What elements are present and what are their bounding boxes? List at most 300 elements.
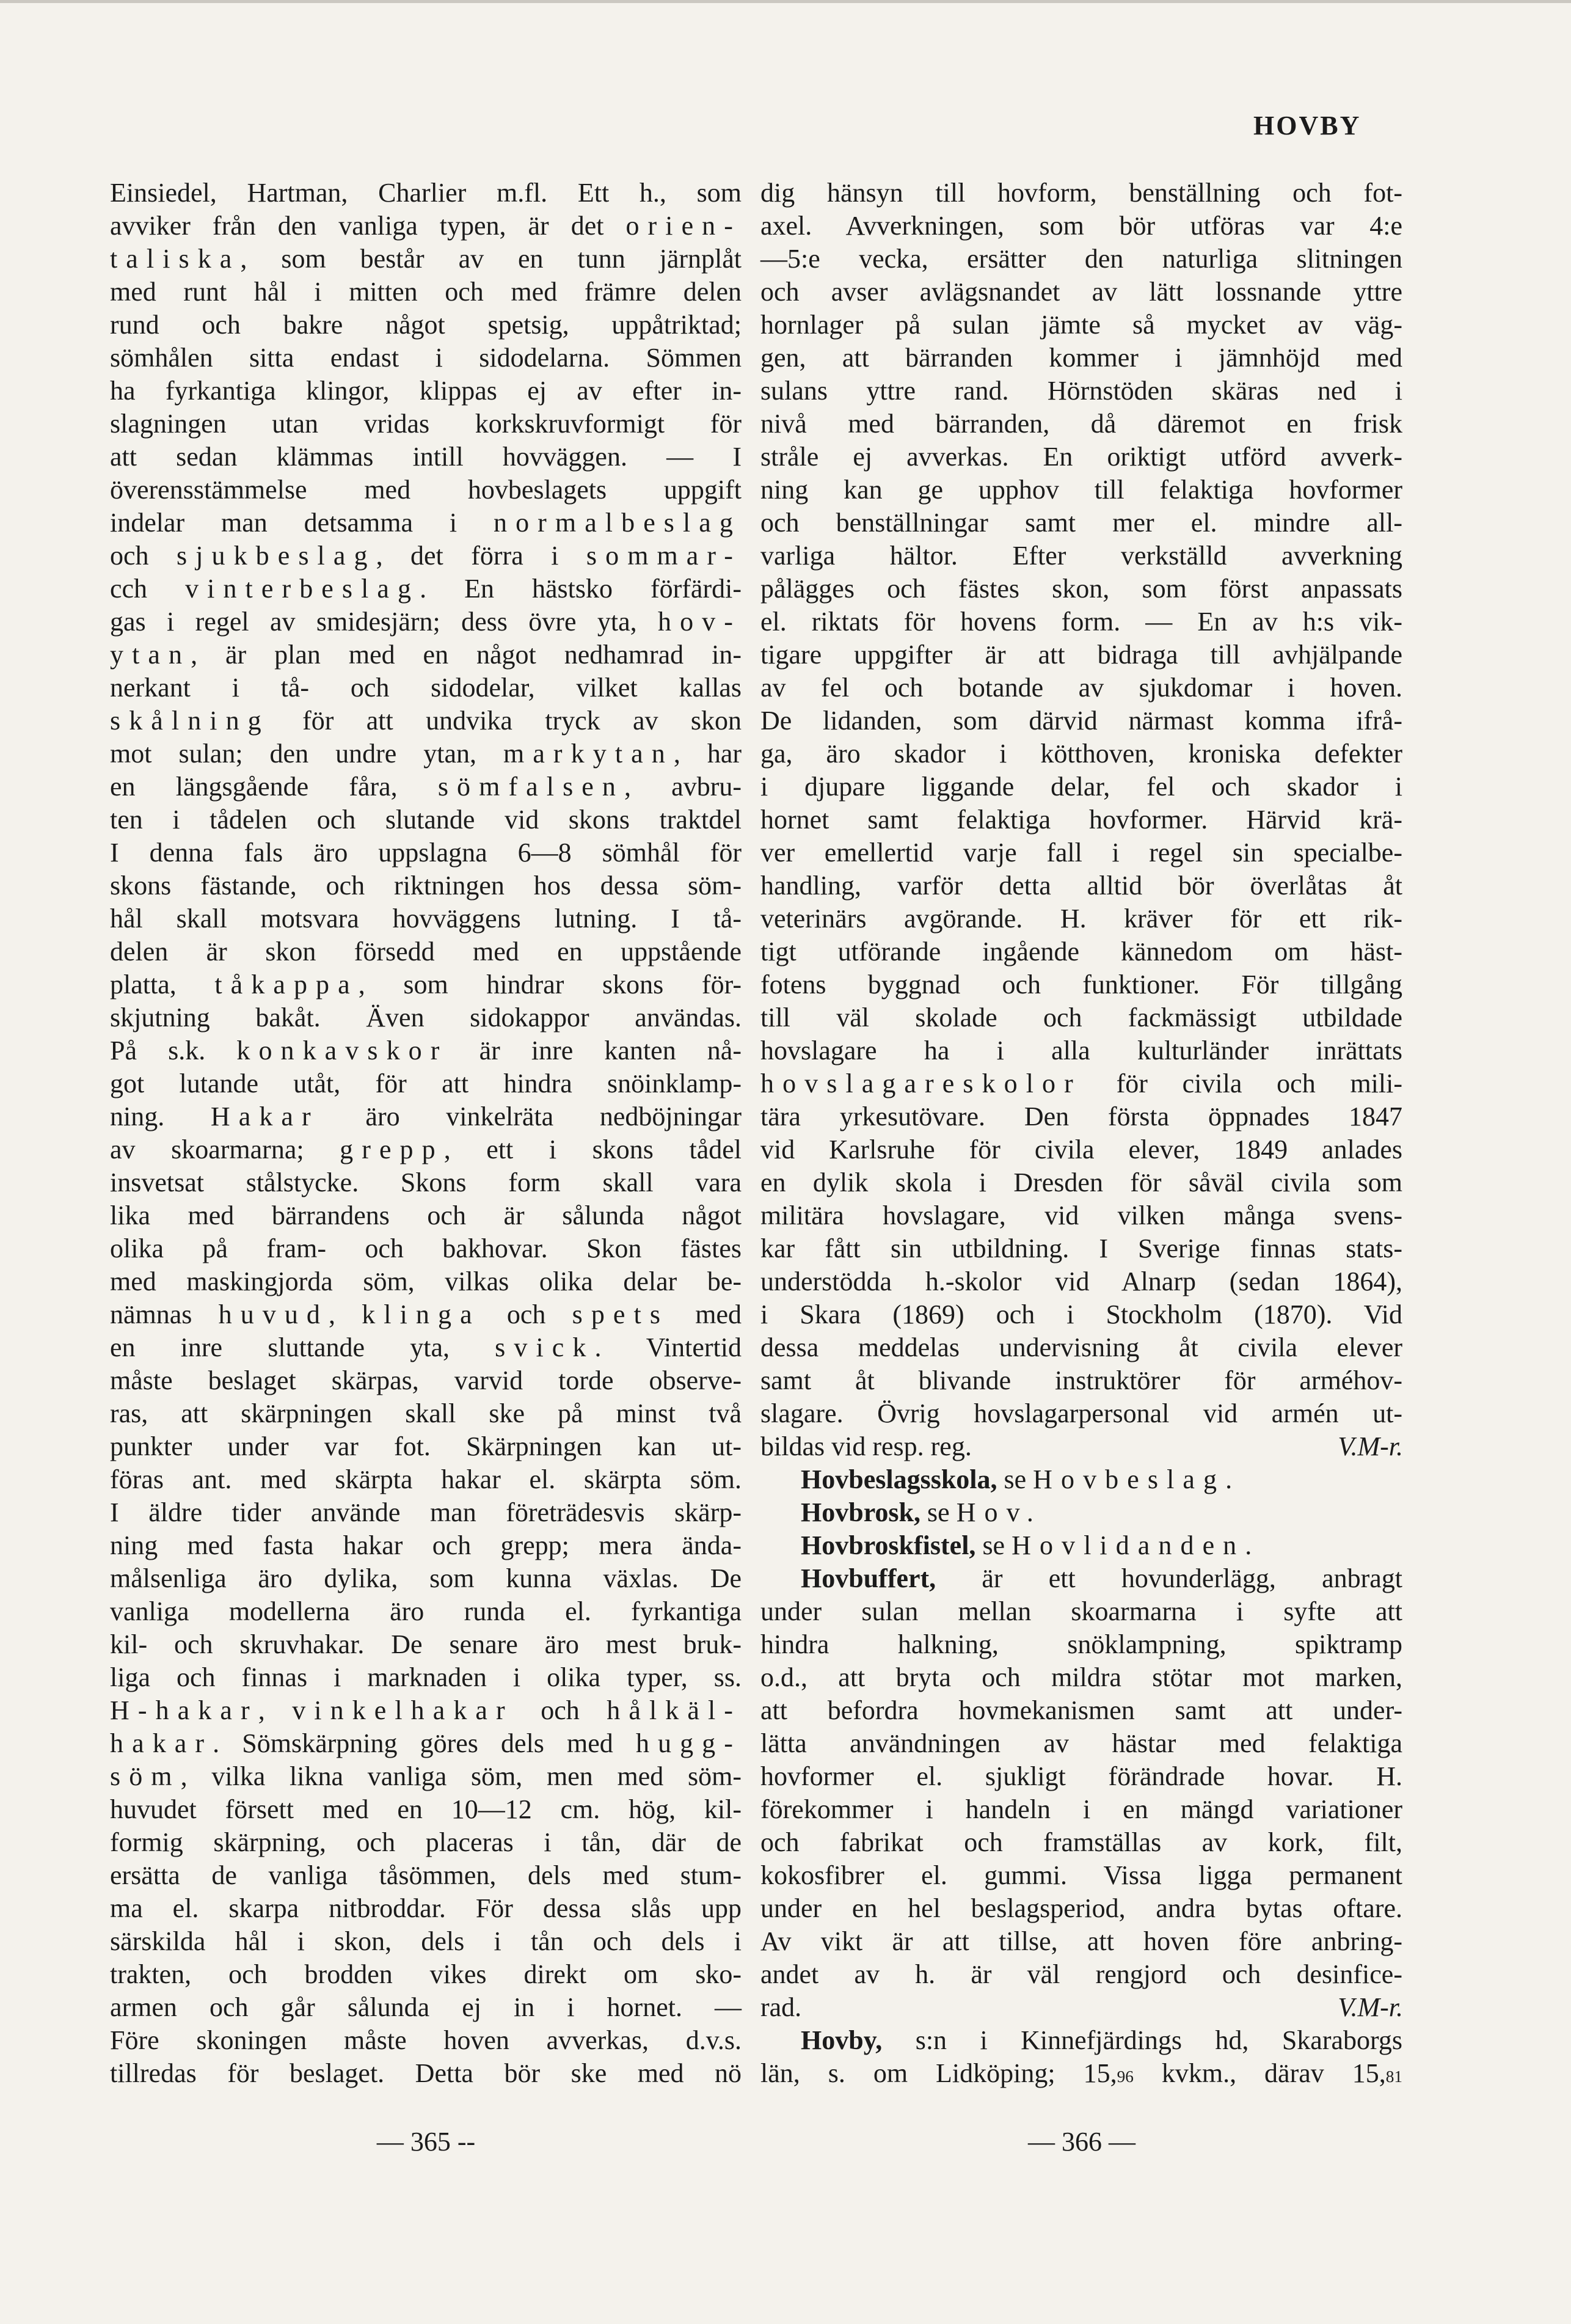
text-line (110, 1628, 742, 1661)
line-text (760, 1397, 1402, 1430)
text-line (110, 539, 742, 572)
text-line (110, 309, 742, 342)
text-line (110, 1331, 742, 1364)
text-run: , (258, 1695, 293, 1725)
text-line (110, 572, 742, 605)
author-signature: V.M-r. (1338, 1431, 1403, 1461)
text-line (760, 1430, 1403, 1463)
text-run: ma el. skarpa nitbroddar. För dessa slås upp (110, 1893, 742, 1923)
text-line (760, 1496, 1403, 1529)
line-text (760, 440, 1402, 473)
line-text (760, 2057, 1402, 2093)
line-text (110, 1562, 742, 1595)
text-line (760, 539, 1403, 572)
line-text (110, 1166, 742, 1199)
line-text (110, 1034, 742, 1067)
line-text (801, 1496, 1042, 1529)
text-run: tigare uppgifter är att bidraga till avhjälpande (760, 640, 1402, 670)
spaced-term: huvud (218, 1299, 329, 1329)
line-text (110, 1859, 742, 1892)
text-run: tillredas för beslaget. Detta bör ske med nö (110, 2058, 742, 2088)
line-text (110, 1100, 742, 1133)
line-text (760, 309, 1402, 342)
text-line (110, 770, 742, 803)
text-run: och fabrikat och framställas av kork, filt, (760, 1827, 1402, 1857)
text-run: nivå med bärranden, då däremot en frisk (760, 409, 1402, 439)
text-run: hindra halkning, snöklampning, spiktramp (760, 1629, 1402, 1659)
text-run: slagningen utan vridas korkskruvformigt för (110, 409, 742, 439)
text-run: och benställningar samt mer el. mindre all- (760, 508, 1402, 538)
spaced-term: skålning (110, 706, 270, 736)
text-run: stråle ej avverkas. En oriktigt utförd avverk- (760, 442, 1402, 472)
text-line (110, 1529, 742, 1562)
page-number-right: — 366 — (1028, 2127, 1135, 2157)
text-run: under en hel beslagsperiod, andra bytas oftare. (760, 1893, 1402, 1923)
text-run: delen är skon försedd med en uppstående (110, 937, 742, 967)
spaced-term: H-hakar (110, 1695, 258, 1725)
text-line (760, 342, 1403, 375)
text-run: att befordra hovmekanismen samt att under- (760, 1695, 1402, 1725)
text-run: I denna fals äro uppslagna 6—8 sömhål för (110, 838, 742, 868)
text-line (110, 243, 742, 276)
text-run: , har (673, 739, 742, 769)
text-run: lika med bärrandens och är sålunda något (110, 1200, 742, 1230)
spaced-term: taliska (110, 244, 241, 274)
text-line (760, 1760, 1403, 1793)
text-line (760, 1991, 1403, 2024)
line-text (110, 1628, 742, 1661)
line-text (760, 1001, 1402, 1034)
line-text (110, 243, 742, 276)
line-text (110, 1925, 742, 1958)
text-run: och (513, 1695, 607, 1725)
line-text (760, 1760, 1402, 1793)
text-run: tära yrkesutövare. Den första öppnades 1847 (760, 1102, 1402, 1131)
text-run: ver emellertid varje fall i regel sin specialbe- (760, 838, 1402, 868)
text-run: indelar man detsamma i (110, 508, 494, 538)
bold-headword: Hovbrosk, (801, 1497, 921, 1527)
text-run: kokosfibrer el. gummi. Vissa ligga permanent (760, 1860, 1402, 1890)
text-line (110, 1133, 742, 1166)
line-text (760, 1430, 972, 1463)
text-line (110, 935, 742, 968)
text-run: och (110, 541, 177, 571)
line-text (760, 770, 1402, 803)
line-text (110, 1727, 742, 1760)
spaced-term: tåkappa (214, 970, 359, 999)
running-head: HOVBY (1253, 111, 1361, 141)
text-line (110, 1661, 742, 1694)
text-run: dig hänsyn till hovform, benställning och fot- (760, 178, 1402, 208)
line-text (110, 1199, 742, 1232)
text-line (110, 1727, 742, 1760)
text-run: dessa meddelas undervisning åt civila elever (760, 1332, 1402, 1362)
text-line (760, 440, 1403, 473)
line-text (760, 1067, 1402, 1100)
text-run: understödda h.-skolor vid Alnarp (sedan 1864), (760, 1266, 1402, 1296)
text-run: got lutande utåt, för att hindra snöinklamp- (110, 1069, 742, 1098)
text-run: tigt utförande ingående kännedom om häst- (760, 937, 1402, 967)
spaced-term: Hovlidanden. (1011, 1530, 1261, 1560)
text-line (760, 177, 1403, 210)
text-run: mot sulan; den undre ytan, (110, 739, 504, 769)
line-text (760, 243, 1402, 276)
line-text (110, 968, 742, 1001)
spaced-term: svick (495, 1332, 595, 1362)
line-text (110, 309, 742, 342)
text-run: trakten, och brodden vikes direkt om sko- (110, 1959, 742, 1989)
text-run: i djupare liggande delar, fel och skador i (760, 772, 1402, 802)
text-run: cch (110, 574, 186, 604)
line-text (801, 1463, 1241, 1496)
text-line (110, 1793, 742, 1826)
text-line (760, 1463, 1403, 1496)
text-run: samt åt blivande instruktörer för arméhov- (760, 1365, 1402, 1395)
line-text (110, 836, 742, 869)
text-run: militära hovslagare, vid vilken många svens- (760, 1200, 1402, 1230)
spaced-term: grepp (340, 1135, 444, 1164)
text-line (110, 177, 742, 210)
text-line (760, 1067, 1403, 1100)
text-run: lätta användningen av hästar med felaktiga (760, 1728, 1402, 1758)
bold-headword: Hovby, (801, 2025, 883, 2055)
text-line (760, 1232, 1403, 1265)
spaced-term: konkavskor (236, 1036, 448, 1065)
spaced-term: hålkäl- (607, 1695, 742, 1725)
line-text (110, 605, 742, 638)
line-text (760, 342, 1402, 375)
text-line (760, 968, 1403, 1001)
line-text (760, 1133, 1402, 1166)
spaced-term: Hov. (956, 1497, 1042, 1527)
text-line (110, 836, 742, 869)
text-run: äro vinkelräta nedböjningar (319, 1102, 742, 1131)
text-line (110, 1595, 742, 1628)
line-text (760, 1265, 1402, 1298)
line-text (110, 1463, 742, 1496)
text-line (110, 1496, 742, 1529)
line-text (760, 276, 1402, 309)
line-text (760, 572, 1402, 605)
text-line (760, 671, 1403, 704)
text-line (760, 1727, 1403, 1760)
text-line (110, 605, 742, 638)
text-run: På s.k. (110, 1036, 237, 1065)
line-text (110, 1298, 742, 1331)
bold-headword: Hovbeslagsskola, (801, 1464, 997, 1494)
text-line (110, 210, 742, 243)
text-line (760, 1661, 1403, 1694)
text-run: att sedan klämmas intill hovväggen. — I (110, 442, 742, 472)
text-run: vid Karlsruhe för civila elever, 1849 anlades (760, 1135, 1402, 1164)
spaced-term: vinkelhakar (292, 1695, 514, 1725)
text-run: ning kan ge upphov till felaktiga hovformer (760, 475, 1402, 505)
text-line (760, 243, 1403, 276)
text-line (110, 440, 742, 473)
text-run: platta, (110, 970, 215, 999)
line-text (110, 473, 742, 506)
line-text (110, 2057, 742, 2090)
text-line (110, 1298, 742, 1331)
text-run: insvetsat stålstycke. Skons form skall vara (110, 1167, 742, 1197)
text-run: hovslagare ha i alla kulturländer inrättats (760, 1036, 1402, 1065)
line-text (760, 671, 1402, 704)
text-run: hornlager på sulan jämte så mycket av väg- (760, 310, 1402, 340)
text-run: med maskingjorda söm, vilkas olika delar be- (110, 1266, 742, 1296)
line-text (110, 902, 742, 935)
text-run: gen, att bärranden kommer i jämnhöjd med (760, 343, 1402, 373)
text-line (110, 1694, 742, 1727)
text-line (110, 1958, 742, 1991)
text-line (760, 1199, 1403, 1232)
line-text (110, 1529, 742, 1562)
line-text (760, 539, 1402, 572)
text-run: bildas vid resp. reg. (760, 1431, 972, 1461)
text-line (110, 1067, 742, 1100)
text-line (110, 869, 742, 902)
line-text (110, 1958, 742, 1991)
line-text (110, 1793, 742, 1826)
text-line (110, 2024, 742, 2057)
text-run: ras, att skärpningen skall ske på minst två (110, 1398, 742, 1428)
text-line (110, 506, 742, 539)
spaced-term: Hakar (210, 1102, 319, 1131)
line-text (760, 1100, 1402, 1133)
line-text (110, 1892, 742, 1925)
text-line (110, 1859, 742, 1892)
text-run: med (669, 1299, 742, 1329)
line-text (760, 506, 1402, 539)
line-text (110, 737, 742, 770)
line-text (760, 1991, 801, 2024)
text-run: olika på fram- och bakhovar. Skon fästes (110, 1233, 742, 1263)
text-run: se (975, 1530, 1012, 1560)
line-text (110, 572, 742, 605)
text-line (760, 2024, 1403, 2057)
text-line (760, 836, 1403, 869)
text-line (760, 1100, 1403, 1133)
text-run: nämnas (110, 1299, 219, 1329)
text-line (110, 1034, 742, 1067)
spaced-term: hov- (658, 607, 742, 637)
text-run: fotens byggnad och funktioner. För tillgång (760, 970, 1402, 999)
line-text (760, 1661, 1402, 1694)
text-run: är inre kanten nå- (448, 1036, 742, 1065)
text-run: hål skall motsvara hovväggens lutning. I tå- (110, 904, 742, 934)
text-line (760, 210, 1403, 243)
line-text (760, 407, 1402, 440)
text-line (110, 968, 742, 1001)
text-run: veterinärs avgörande. H. kräver för ett rik- (760, 904, 1402, 934)
line-text (110, 1364, 742, 1397)
text-line (760, 1166, 1403, 1199)
line-text (760, 1232, 1402, 1265)
text-line (760, 1595, 1403, 1628)
text-line (760, 1529, 1403, 1562)
line-text (110, 638, 742, 671)
text-run: pålägges och fästes skon, som först anpassats (760, 574, 1402, 604)
text-line (760, 638, 1403, 671)
text-line (110, 1925, 742, 1958)
text-run: och (480, 1299, 572, 1329)
text-line (760, 1133, 1403, 1166)
text-run: , som består av en tunn järnplåt (240, 244, 742, 274)
text-run: , (329, 1299, 362, 1329)
text-line (760, 407, 1403, 440)
line-text (110, 506, 742, 539)
line-text (110, 1826, 742, 1859)
text-line (760, 473, 1403, 506)
text-line (760, 1001, 1403, 1034)
line-text (110, 177, 742, 210)
line-text (110, 1331, 742, 1364)
text-line (110, 1001, 742, 1034)
line-text (760, 375, 1402, 407)
text-run: andet av h. är väl rengjord och desinfice- (760, 1959, 1402, 1989)
text-run: huvudet försett med en 10—12 cm. hög, kil- (110, 1794, 742, 1824)
text-run: . En hästsko förfärdi- (420, 574, 742, 604)
text-line (110, 1232, 742, 1265)
line-text (760, 1925, 1402, 1958)
text-run: Före skoningen måste hoven avverkas, d.v.s. (110, 2025, 742, 2055)
text-run: axel. Avverkningen, som bör utföras var 4:e (760, 211, 1402, 241)
line-text (110, 803, 742, 836)
line-text (110, 869, 742, 902)
line-text (801, 1529, 1260, 1562)
text-run: en längsgående fåra, (110, 772, 438, 802)
text-line (110, 1430, 742, 1463)
text-line (760, 605, 1403, 638)
text-line (760, 309, 1403, 342)
text-run: förekommer i handeln i en mängd variationer (760, 1794, 1402, 1824)
text-run: ersätta de vanliga tåsömmen, dels med stum- (110, 1860, 742, 1890)
line-text (760, 1166, 1402, 1199)
text-run: handling, varför detta alltid bör överlåtas åt (760, 871, 1402, 901)
line-text (760, 1826, 1402, 1859)
text-line (110, 638, 742, 671)
text-line (110, 1364, 742, 1397)
author-signature: V.M-r. (1338, 1992, 1403, 2022)
left-column (110, 177, 742, 2090)
text-run: under sulan mellan skoarmarna i syfte att (760, 1596, 1402, 1626)
text-line (760, 1265, 1403, 1298)
text-run: överensstämmelse med hovbeslagets uppgift (110, 475, 742, 505)
small-digits: 81 (1385, 2067, 1403, 2086)
text-run: i Skara (1869) och i Stockholm (1870). Vid (760, 1299, 1402, 1329)
text-run: för att undvika tryck av skon (269, 706, 742, 736)
line-text (760, 935, 1402, 968)
text-run: särskilda hål i skon, dels i tån och dels i (110, 1926, 742, 1956)
text-run: I äldre tider använde man företrädesvis skärp- (110, 1497, 742, 1527)
spaced-term: hovslagareskolor (760, 1069, 1082, 1098)
text-run: kvkm., därav 15, (1133, 2058, 1386, 2088)
text-line (760, 1397, 1403, 1430)
line-text (110, 210, 742, 243)
line-text (801, 1562, 1402, 1595)
text-run: . Sömskärpning göres dels med (213, 1728, 636, 1758)
text-run: och avser avlägsnandet av lätt lossnande yttre (760, 277, 1402, 307)
line-text (760, 836, 1402, 869)
text-run: . Vintertid (594, 1332, 742, 1362)
spaced-term: markytan (503, 739, 674, 769)
text-run: ning. (110, 1102, 211, 1131)
text-line (760, 1364, 1403, 1397)
small-digits: 96 (1117, 2067, 1134, 2086)
line-text (760, 1331, 1402, 1364)
text-line (110, 737, 742, 770)
line-text (110, 1430, 742, 1463)
line-text (760, 902, 1402, 935)
spaced-term: ytan (110, 640, 191, 670)
text-line (110, 671, 742, 704)
text-line (760, 375, 1403, 407)
line-text (110, 440, 742, 473)
right-column (760, 177, 1403, 2090)
line-text (110, 342, 742, 375)
text-run: kil- och skruvhakar. De senare äro mest bruk- (110, 1629, 742, 1659)
text-line (110, 1760, 742, 1793)
text-run: rund och bakre något spetsig, uppåtriktad; (110, 310, 742, 340)
line-text (801, 2024, 1402, 2057)
text-line (760, 1034, 1403, 1067)
text-run: gas i regel av smidesjärn; dess övre yta, (110, 607, 658, 637)
text-line (760, 1958, 1403, 1991)
line-text (110, 407, 742, 440)
text-run: , vilka likna vanliga söm, men med söm- (180, 1761, 742, 1791)
text-line (110, 473, 742, 506)
text-run: ha fyrkantiga klingor, klippas ej av efter in- (110, 376, 742, 406)
text-line (760, 276, 1403, 309)
text-run: sulans yttre rand. Hörnstöden skäras ned i (760, 376, 1402, 406)
line-text (110, 375, 742, 407)
text-run: skjutning bakåt. Även sidokappor användas. (110, 1003, 742, 1032)
text-line (760, 572, 1403, 605)
text-line (760, 1298, 1403, 1331)
line-text (760, 803, 1402, 836)
line-text (760, 1298, 1402, 1331)
text-line (760, 1694, 1403, 1727)
bold-headword: Hovbuffert, (801, 1563, 936, 1593)
text-run: , som hindrar skons för- (358, 970, 742, 999)
text-line (110, 902, 742, 935)
line-text (760, 737, 1402, 770)
text-line (760, 1925, 1403, 1958)
spaced-term: sjukbeslag (177, 541, 376, 571)
text-run: avviker från den vanliga typen, är det (110, 211, 626, 241)
line-text (110, 1067, 742, 1100)
line-text (110, 1694, 742, 1727)
text-line (110, 407, 742, 440)
spaced-term: orien- (625, 211, 742, 241)
text-run: en dylik skola i Dresden för såväl civila som (760, 1167, 1402, 1197)
line-text (110, 1496, 742, 1529)
text-line (760, 737, 1403, 770)
text-run: för civila och mili- (1081, 1069, 1402, 1098)
text-run: rad. (760, 1992, 802, 2022)
text-run: Av vikt är att tillse, att hoven före anbring- (760, 1926, 1402, 1956)
line-text (760, 473, 1402, 506)
text-run: armen och går sålunda ej in i hornet. — (110, 1992, 742, 2022)
text-run: föras ant. med skärpta hakar el. skärpta söm. (110, 1464, 742, 1494)
line-text (760, 1727, 1402, 1760)
text-line (760, 1892, 1403, 1925)
text-run: nerkant i tå- och sidodelar, vilket kallas (110, 673, 742, 703)
line-text (760, 968, 1402, 1001)
line-text (110, 1232, 742, 1265)
text-run: Einsiedel, Hartman, Charlier m.fl. Ett h., som (110, 178, 742, 208)
text-line (110, 1100, 742, 1133)
line-text (110, 935, 742, 968)
